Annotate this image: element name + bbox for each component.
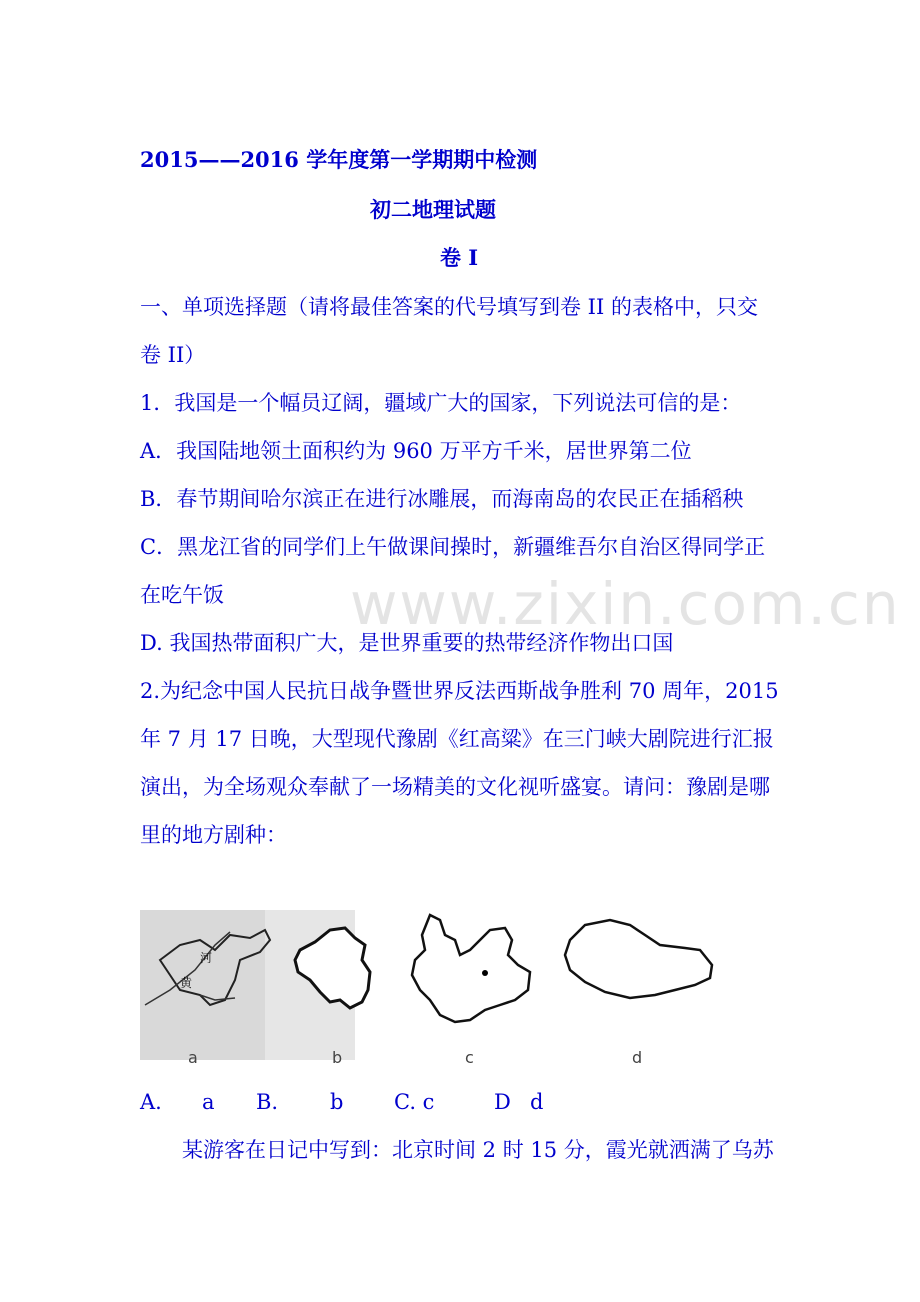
question-3-stem: 某游客在日记中写到：北京时间 2 时 15 分，霞光就洒满了乌苏 [182,1138,774,1162]
question-2-option-b-value: b [330,1090,344,1114]
province-maps-svg [140,910,740,1070]
question-1-stem: 1．我国是一个幅员辽阔，疆域广大的国家，下列说法可信的是： [140,391,742,415]
watermark-text: www.zixin.com.cn [350,570,901,638]
question-2-option-a-letter: A. [140,1090,162,1114]
map-c-label: c [465,1048,474,1067]
map-a-background [140,910,265,1060]
question-1-option-d: D. 我国热带面积广大，是世界重要的热带经济作物出口国 [140,631,674,655]
map-a-label: a [188,1048,198,1067]
exam-year-title: 2015——2016 学年度第一学期期中检测 [140,147,538,172]
question-2-option-a-value: a [202,1090,215,1114]
question-2-stem-line4: 里的地方剧种： [140,823,287,847]
question-2-option-d-value: d [530,1090,544,1114]
map-b-label: b [332,1048,343,1067]
question-1-option-a: A．我国陆地领土面积约为 960 万平方千米，居世界第二位 [140,439,692,463]
question-1-option-c: C．黑龙江省的同学们上午做课间操时，新疆维吾尔自治区得同学正 [140,535,766,559]
question-2-option-c: C. c [394,1090,435,1114]
question-2-option-d-letter: D [494,1090,511,1114]
volume-title: 卷 I [440,245,479,270]
map-a-river-label-huang: 黄 [180,976,193,990]
province-maps-figure [140,910,740,1070]
section-heading: 一、单项选择题（请将最佳答案的代号填写到卷 II 的表格中，只交 [140,295,758,319]
map-d-label: d [632,1048,643,1067]
exam-subject-title: 初二地理试题 [370,197,496,222]
map-c-outline [412,915,530,1022]
question-2-stem-line3: 演出，为全场观众奉献了一场精美的文化视听盛宴。请问：豫剧是哪 [140,775,770,799]
question-2-option-b-letter: B. [256,1090,279,1114]
map-d-outline [565,920,712,998]
map-c-capital-dot [482,970,488,976]
question-2-stem: 2.为纪念中国人民抗日战争暨世界反法西斯战争胜利 70 周年，2015 [140,679,779,703]
question-2-stem-line2: 年 7 月 17 日晚，大型现代豫剧《红高粱》在三门峡大剧院进行汇报 [140,727,774,751]
question-1-option-b: B．春节期间哈尔滨正在进行冰雕展，而海南岛的农民正在插稻秧 [140,487,744,511]
map-a-river-label-he: 河 [200,951,213,965]
question-1-option-c-cont: 在吃午饭 [140,583,224,607]
section-heading-cont: 卷 II） [140,343,206,367]
